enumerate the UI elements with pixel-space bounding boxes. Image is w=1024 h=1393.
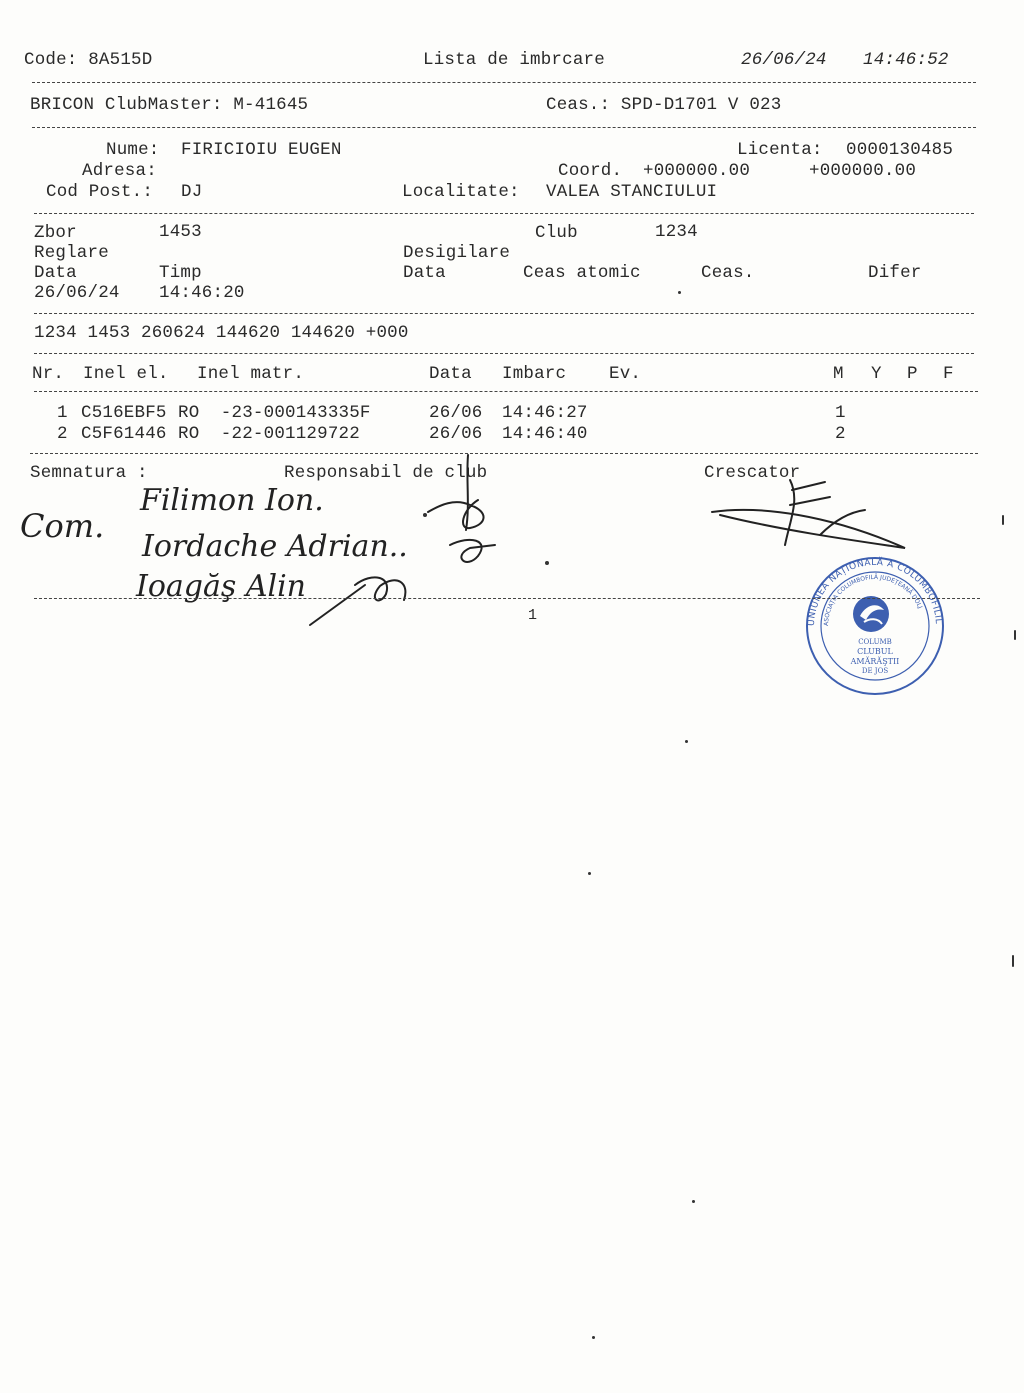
separator	[34, 598, 980, 599]
col-imbarc: Imbarc	[502, 364, 567, 384]
scan-speck	[1014, 630, 1016, 640]
club-master-id: BRICON ClubMaster: M-41645	[30, 95, 309, 115]
reglare-date: 26/06/24	[34, 283, 120, 303]
license-label: Licenta:	[737, 140, 823, 160]
commission-member-2: Iordache Adrian..	[142, 529, 408, 564]
row-data: 26/06	[429, 424, 483, 444]
row-data: 26/06	[429, 403, 483, 423]
locality: VALEA STANCIULUI	[546, 182, 718, 202]
zbor-label: Zbor	[34, 223, 77, 243]
col-p: P	[907, 364, 918, 384]
row-imbarc: 14:46:27	[502, 403, 588, 423]
license-number: 0000130485	[846, 140, 954, 160]
col-y: Y	[871, 364, 882, 384]
row-inel-matr: RO -23-000143335F	[178, 403, 371, 423]
coord-lon: +000000.00	[809, 161, 917, 181]
scan-speck	[592, 1336, 595, 1339]
data-label: Data	[34, 263, 77, 283]
reglare-time: 14:46:20	[159, 283, 245, 303]
commission-label: Com.	[20, 507, 105, 545]
scan-speck	[588, 872, 591, 875]
commission-member-3: Ioagăş Alin	[136, 569, 306, 604]
coord-label: Coord.	[558, 161, 623, 181]
data2-label: Data	[403, 263, 446, 283]
scan-speck	[1002, 515, 1004, 525]
club-stamp	[795, 549, 950, 696]
row-inel-el: C516EBF5	[81, 403, 167, 423]
pigeon-emblem-icon	[853, 596, 889, 632]
coord-lat: +000000.00	[643, 161, 751, 181]
responsabil-label: Responsabil de club	[284, 463, 488, 483]
row-imbarc: 14:46:40	[502, 424, 588, 444]
owner-name: FIRICIOIU EUGEN	[181, 140, 342, 160]
row-inel-matr: RO -22-001129722	[178, 424, 371, 444]
print-date: 26/06/24	[741, 50, 827, 70]
desigilare-label: Desigilare	[403, 243, 511, 263]
crescator-label: Crescator	[704, 463, 801, 483]
col-nr: Nr.	[32, 364, 65, 384]
document-title: Lista de imbrcare	[423, 50, 605, 70]
zbor-number: 1453	[159, 222, 202, 242]
scan-speck	[692, 1200, 695, 1203]
col-m: M	[833, 364, 844, 384]
ceas-label: Ceas.	[701, 263, 755, 283]
document-code: Code: 8A515D	[24, 50, 153, 70]
stamp-line-3: AMĂRĂŞTII	[850, 657, 900, 666]
row-nr: 1	[57, 403, 68, 423]
code-line: 1234 1453 260624 144620 144620 +000	[34, 323, 409, 343]
stamp-line-2: CLUBUL	[857, 647, 893, 656]
stamp-outer-text: UNIUNEA NAȚIONALĂ A COLUMBOFILILOR DIN ROMÂNIA	[795, 549, 944, 627]
stamp-inner-text: ASOCIAȚIA COLUMBOFILĂ JUDEȚEANĂ DOLJ	[822, 573, 924, 627]
name-label: Nume:	[106, 140, 160, 160]
print-time: 14:46:52	[863, 50, 949, 70]
address-label: Adresa:	[82, 161, 157, 181]
stamp-line-4: DE JOS	[861, 667, 889, 675]
col-inel-matr: Inel matr.	[197, 364, 305, 384]
stamp-line-1: COLUMB	[858, 638, 892, 646]
row-m: 1	[835, 403, 846, 423]
row-inel-el: C5F61446	[81, 424, 167, 444]
semnatura-label: Semnatura :	[30, 463, 148, 483]
timp-label: Timp	[159, 263, 202, 283]
postal-label: Cod Post.:	[46, 182, 154, 202]
difer-label: Difer	[868, 263, 922, 283]
reglare-label: Reglare	[34, 243, 109, 263]
clock-id: Ceas.: SPD-D1701 V 023	[546, 95, 782, 115]
col-f: F	[943, 364, 954, 384]
locality-label: Localitate:	[402, 182, 520, 202]
row-m: 2	[835, 424, 846, 444]
commission-member-1: Filimon Ion.	[140, 483, 324, 518]
club-label: Club	[535, 223, 578, 243]
page-number: 1	[528, 607, 538, 624]
club-number: 1234	[655, 222, 698, 242]
scan-speck	[685, 740, 688, 743]
postal-code: DJ	[181, 182, 203, 202]
col-inel-el: Inel el.	[83, 364, 169, 384]
scan-speck	[1012, 955, 1014, 967]
col-ev: Ev.	[609, 364, 642, 384]
ceas-atomic-label: Ceas atomic	[523, 263, 641, 283]
row-nr: 2	[57, 424, 68, 444]
col-data: Data	[429, 364, 472, 384]
